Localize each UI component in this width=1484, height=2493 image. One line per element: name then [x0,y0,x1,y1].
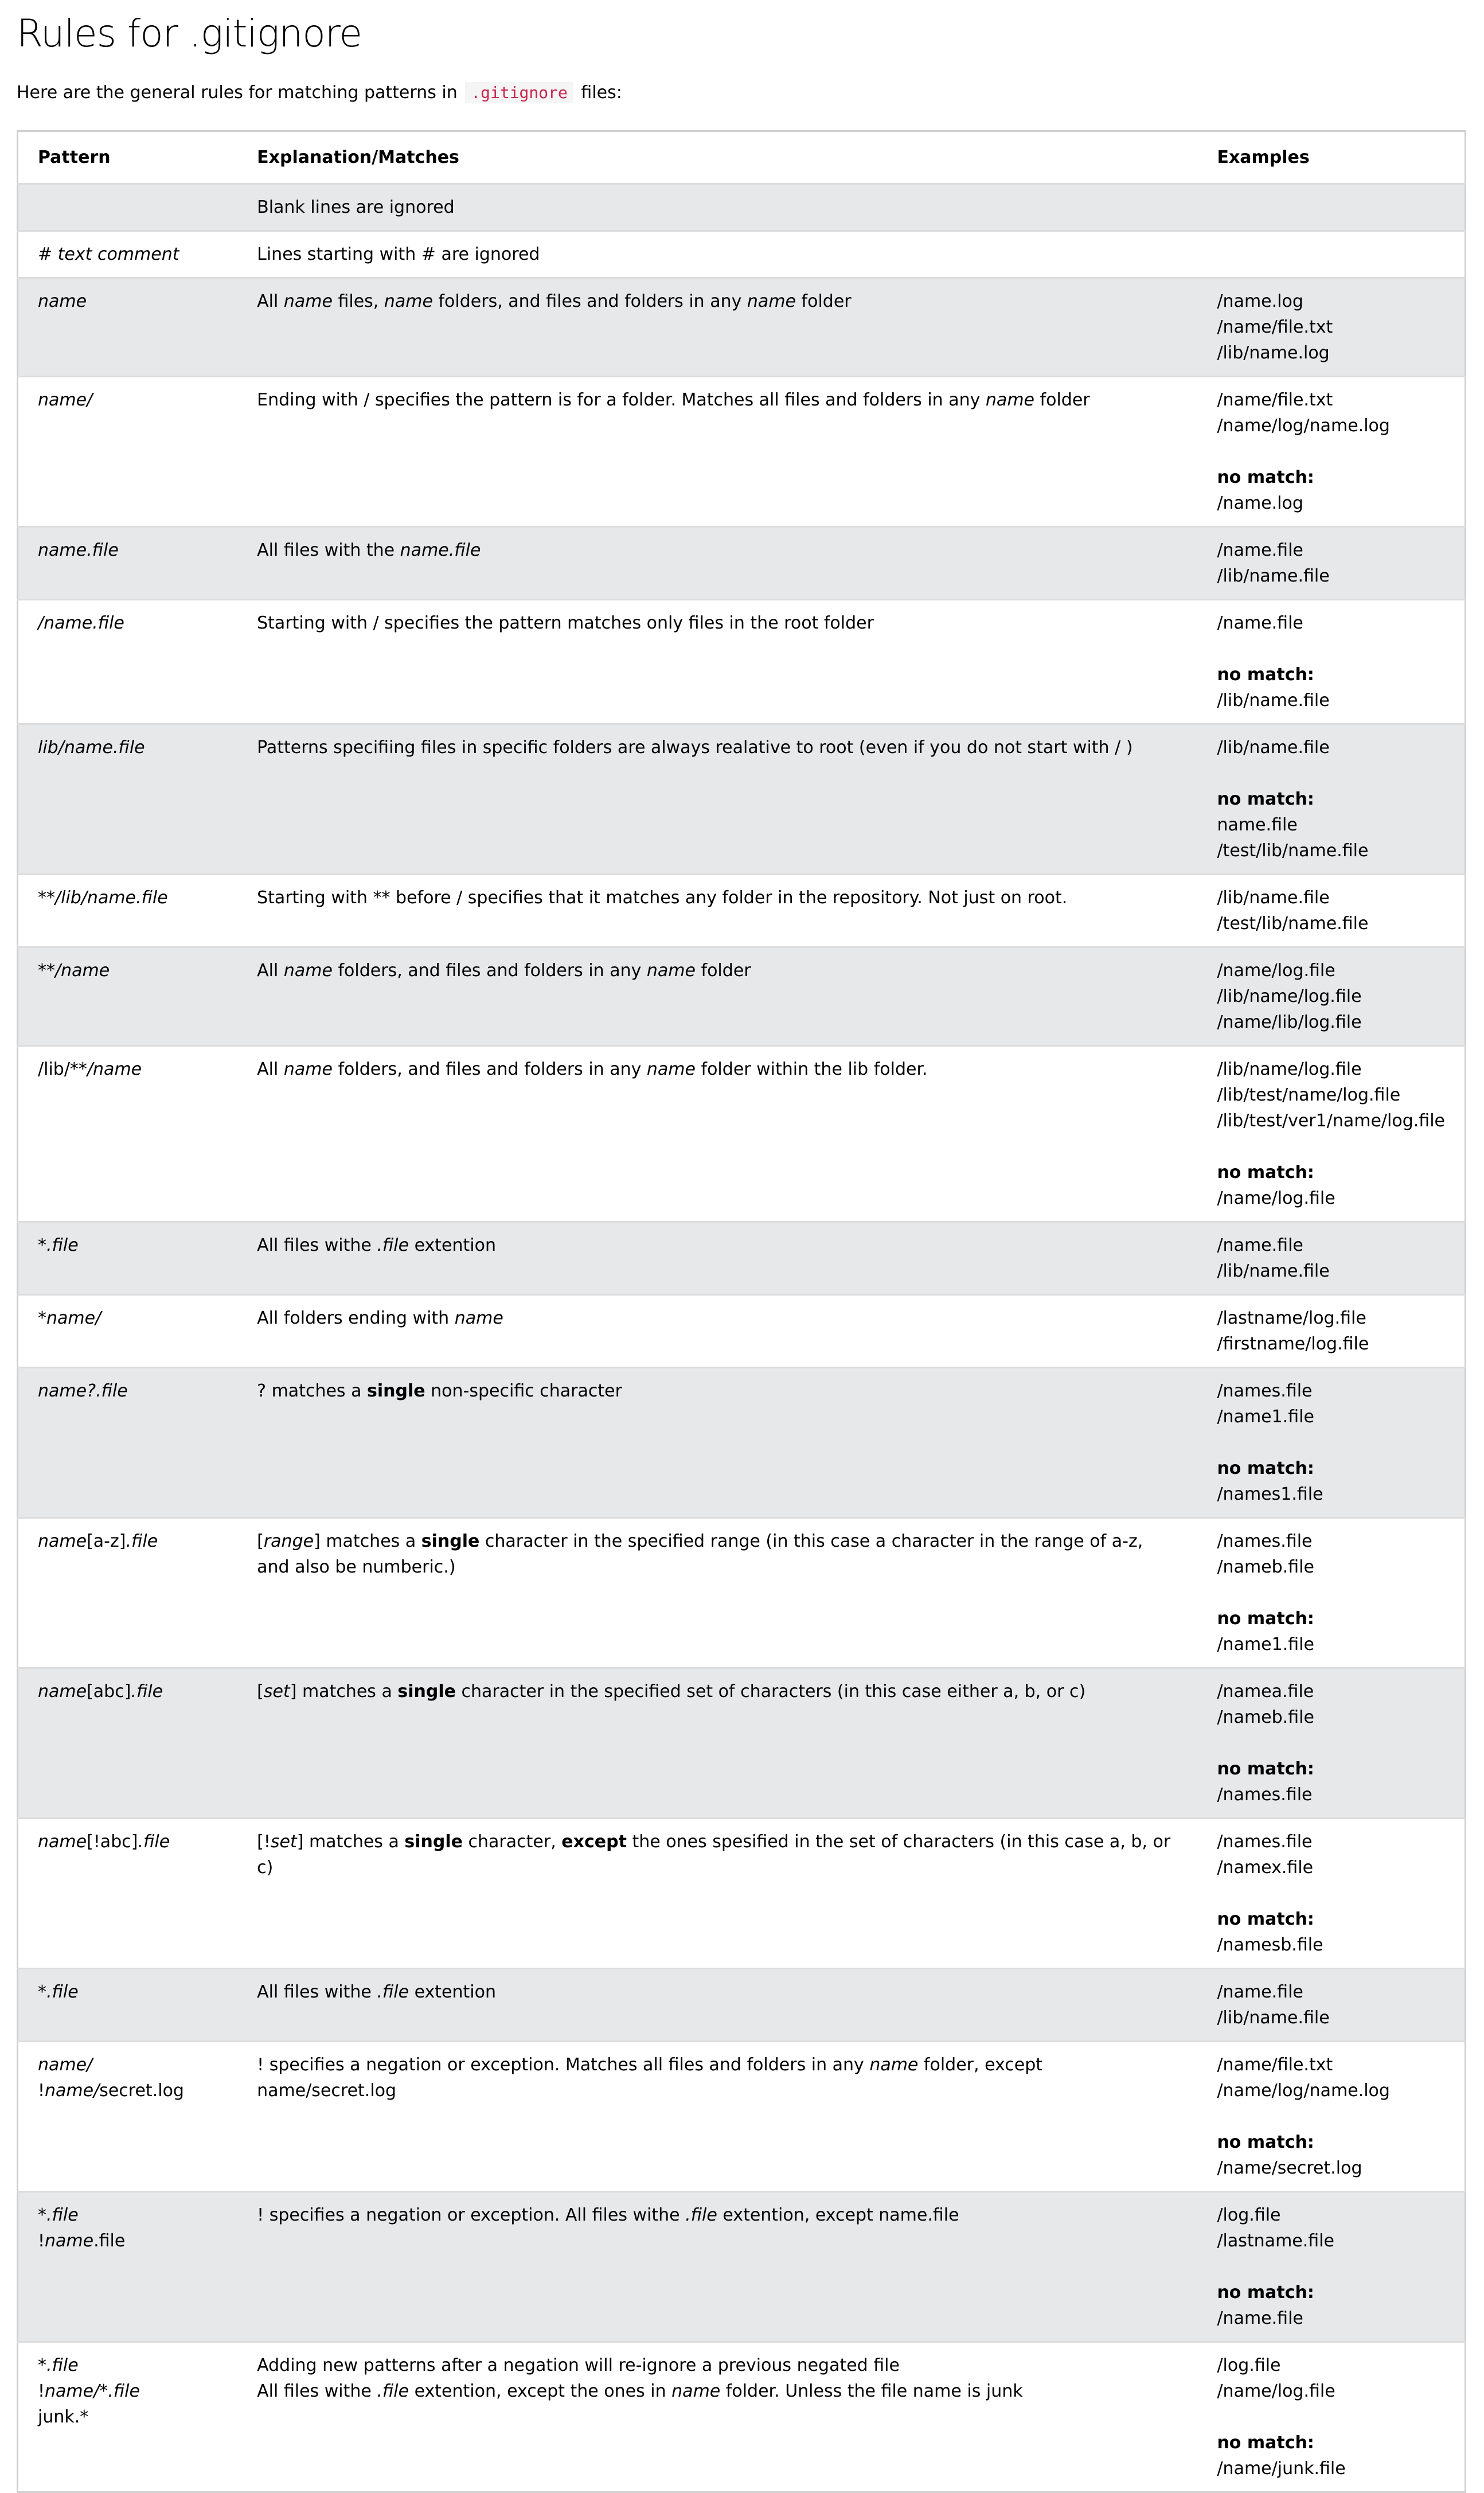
italic-text: name/ [46,1308,101,1328]
text-run: character in the specified set of characters (in this case either a, b, or c) [455,1681,1086,1702]
text-run: * [38,2355,46,2375]
explanation-cell [237,2042,1197,2192]
text-run: /names1.file [1217,1484,1323,1504]
italic-text: range [263,1531,314,1551]
bold-text: no match: [1217,1909,1314,1929]
text-run: /names.file /namex.file [1217,1832,1314,1878]
table-row [18,184,1466,231]
text-run: /name.log [1217,493,1303,513]
text-run: ** [38,961,55,981]
examples-cell [1197,1969,1465,2042]
text-run: * [38,1982,46,2002]
pattern-cell [18,724,238,875]
italic-text: name [384,291,433,311]
text-run: /lib/name/log.file /lib/test/name/log.file /lib/test/ver1/name/log.file [1217,1059,1445,1131]
italic-text: .file [377,1982,409,2002]
examples-cell [1197,600,1465,724]
text-run: All [257,1059,284,1079]
pattern-cell [18,527,238,600]
explanation-cell [237,1969,1197,2042]
pattern-cell [18,1668,238,1819]
text-run: ] matches a [296,1832,405,1852]
text-run: [ [257,1681,264,1702]
italic-text: name [671,2381,721,2401]
pattern-cell [18,184,238,231]
table-row [18,1969,1466,2042]
text-run: /name.file [1217,2308,1303,2328]
examples-cell [1197,2042,1465,2192]
text-run: /name/junk.file [1217,2459,1346,2479]
inline-code-gitignore: .gitignore [465,82,573,103]
italic-text: name [38,1681,87,1702]
text-run: /lastname/log.file /firstname/log.file [1217,1308,1369,1354]
explanation-cell [237,1046,1197,1222]
table-row [18,1668,1466,1819]
examples-cell [1197,2192,1465,2342]
explanation-cell [237,724,1197,875]
explanation-cell [237,527,1197,600]
text-run: /name/file.txt /name/log/name.log [1217,2055,1390,2101]
text-run: /name.file /lib/name.file [1217,1235,1330,1281]
text-run: Patterns specifiing files in specific folders are always realative to root (even if you do not start with / ) [257,738,1133,758]
text-run: /name/file.txt /name/log/name.log [1217,390,1390,436]
italic-text: .file [126,1531,158,1551]
table-row [18,278,1466,377]
table-body [18,184,1466,2492]
pattern-cell [18,875,238,947]
pattern-cell [18,1518,238,1668]
text-run: folders, and files and folders in any [432,291,747,311]
examples-cell [1197,1295,1465,1368]
bold-text: no match: [1217,2132,1314,2152]
italic-text: name [454,1308,503,1328]
text-run: Ending with / specifies the pattern is for a folder. Matches all files and folders in any [257,390,986,410]
text-run: folder. Unless the file name is junk [720,2381,1023,2401]
text-run: [! [257,1832,271,1852]
text-run: /name.file [1217,613,1303,633]
italic-text: name/ [38,390,93,410]
intro-text-before: Here are the general rules for matching patterns in [17,83,458,103]
italic-text: name [45,2231,94,2251]
table-row [18,947,1466,1046]
text-run: folders, and files and folders in any [332,961,647,981]
text-run: Blank lines are ignored [257,197,455,217]
italic-text: lib/name.file [38,738,145,758]
bold-text: single [397,1681,456,1702]
table-row [18,1518,1466,1668]
explanation-cell [237,184,1197,231]
page-title: Rules for .gitignore [17,11,362,56]
text-run: * [99,2381,108,2401]
italic-text: .file [685,2205,717,2225]
examples-cell [1197,1368,1465,1518]
bold-text: no match: [1217,1162,1314,1183]
text-run: /names.file /nameb.file [1217,1531,1314,1577]
explanation-cell [237,1518,1197,1668]
text-run: extention, except name.file [717,2205,959,2225]
text-run: All [257,961,284,981]
examples-cell [1197,947,1465,1046]
examples-cell [1197,527,1465,600]
bold-text: no match: [1217,665,1314,685]
table-row [18,600,1466,724]
table-row [18,527,1466,600]
explanation-cell [237,600,1197,724]
table-row [18,2342,1466,2492]
text-run: non-specific character [425,1381,622,1401]
table-row [18,2192,1466,2342]
pattern-cell [18,2192,238,2342]
italic-text: name [38,291,87,311]
italic-text: /name [55,961,110,981]
text-run: /log.file /lastname.file [1217,2205,1334,2251]
table-row [18,1819,1466,1969]
text-run: [abc] [87,1681,131,1702]
examples-cell [1197,724,1465,875]
text-run: [a-z] [87,1531,126,1551]
text-run: junk.* [38,2407,89,2427]
explanation-cell [237,1222,1197,1295]
italic-text: /name.file [38,613,124,633]
explanation-cell [237,231,1197,278]
pattern-cell [18,278,238,377]
table-row [18,1295,1466,1368]
pattern-cell [18,1368,238,1518]
pattern-cell [18,2342,238,2492]
text-run: /names.file /name1.file [1217,1381,1314,1427]
table-header-row [18,131,1466,184]
pattern-cell [18,231,238,278]
text-run: extention, except the ones in [409,2381,672,2401]
text-run: /namea.file /nameb.file [1217,1681,1314,1727]
italic-text: .file [377,1235,409,1255]
text-run: /names.file [1217,1785,1313,1805]
text-run: /namesb.file [1217,1935,1323,1955]
bold-text: no match: [1217,1609,1314,1629]
table-row [18,724,1466,875]
text-run: extention [409,1982,496,2002]
italic-text: name [869,2055,919,2075]
text-run: ! specifies a negation or exception. Matches all files and folders in any [257,2055,870,2075]
text-run: character, [463,1832,562,1852]
intro-text-after: files: [581,83,622,103]
text-run: All files with the [257,540,400,560]
pattern-cell [18,1969,238,2042]
explanation-cell [237,947,1197,1046]
italic-text: name [283,1059,333,1079]
bold-text: no match: [1217,1458,1314,1478]
text-run: * [38,1235,46,1255]
italic-text: set [270,1832,297,1852]
table-row [18,1368,1466,1518]
bold-text: no match: [1217,789,1314,809]
italic-text: .file [377,2381,409,2401]
italic-text: name [747,291,796,311]
text-run: /lib/name.file [1217,738,1330,758]
explanation-cell [237,1295,1197,1368]
bold-text: except [561,1832,627,1852]
text-run: /name/log.file [1217,1188,1335,1208]
italic-text: name [283,291,333,311]
italic-text: name [646,1059,696,1079]
examples-cell [1197,231,1465,278]
italic-text: .file [131,1681,163,1702]
examples-cell [1197,377,1465,527]
italic-text: name.file [400,540,481,560]
pattern-cell [18,377,238,527]
text-run: folder, except name/secret.log [257,2055,1048,2101]
examples-cell [1197,278,1465,377]
pattern-cell [18,2042,238,2192]
gitignore-rules-table [17,130,1466,2493]
table-row [18,377,1466,527]
bold-text: no match: [1217,1759,1314,1779]
explanation-cell [237,377,1197,527]
pattern-cell [18,1819,238,1969]
text-run: All [257,291,284,311]
text-run: character in the specified range (in this case a character in the range of a-z, and also be numberic.) [257,1531,1149,1577]
text-run: folder [1034,390,1090,410]
text-run: All files withe [257,1982,377,2002]
text-run: [ [257,1531,264,1551]
explanation-cell [237,1819,1197,1969]
italic-text: name [985,390,1034,410]
text-run: /lib/** [38,1059,87,1079]
italic-text: .file [46,2205,79,2225]
examples-cell [1197,875,1465,947]
italic-text: name.file [38,540,119,560]
text-run: /name.file /lib/name.file [1217,1982,1330,2028]
text-run: Starting with / specifies the pattern matches only files in the root folder [257,613,874,633]
italic-text: .file [108,2381,140,2401]
bold-text: single [404,1832,463,1852]
examples-cell [1197,1819,1465,1969]
text-run: folder within the lib folder. [695,1059,928,1079]
text-run: ! [38,2231,45,2251]
italic-text: name [646,961,696,981]
text-run: folder [796,291,852,311]
text-run: /lib/name.file /test/lib/name.file [1217,888,1369,934]
header-examples: Examples [1217,147,1310,167]
text-run: * [38,1308,46,1328]
text-run: files, [332,291,384,311]
text-run: ? matches a [257,1381,368,1401]
text-run: secret.log [99,2081,184,2101]
text-run: ] matches a [314,1531,421,1551]
text-run: name.file /test/lib/name.file [1217,815,1369,861]
pattern-cell [18,1295,238,1368]
explanation-cell [237,278,1197,377]
examples-cell [1197,184,1465,231]
italic-text: name [283,961,333,981]
italic-text: /lib/name.file [55,888,168,908]
italic-text: .file [46,2355,79,2375]
text-run: Starting with ** before / specifies that it matches any folder in the repository. Not just on root. [257,888,1068,908]
table-row [18,231,1466,278]
text-run: /name.file /lib/name.file [1217,540,1330,586]
italic-text: .file [138,1832,170,1852]
intro-paragraph [17,79,622,107]
table-row [18,875,1466,947]
italic-text: /name [87,1059,142,1079]
header-pattern: Pattern [38,147,111,167]
italic-text: name?.file [38,1381,128,1401]
examples-cell [1197,1668,1465,1819]
pattern-cell [18,947,238,1046]
pattern-cell [18,1046,238,1222]
text-run: /log.file /name/log.file [1217,2355,1335,2401]
italic-text: name/ [45,2081,100,2101]
text-run: folder [695,961,751,981]
italic-text: name/ [38,2055,93,2075]
bold-text: no match: [1217,2433,1314,2453]
text-run: /name.log /name/file.txt /lib/name.log [1217,291,1333,363]
text-run: ! specifies a negation or exception. All files withe [257,2205,686,2225]
text-run: the ones spesified in the set of characters (in this case a, b, or c) [257,1832,1176,1878]
text-run: Adding new patterns after a negation will re-ignore a previous negated file All files withe [257,2355,900,2401]
text-run: ] matches a [290,1681,398,1702]
header-explanation: Explanation/Matches [257,147,459,167]
explanation-cell [237,2342,1197,2492]
table-row [18,1222,1466,1295]
italic-text: .file [46,1235,79,1255]
text-run: .file [93,2231,126,2251]
italic-text: # text comment [38,244,179,264]
text-run: [!abc] [87,1832,138,1852]
italic-text: set [263,1681,290,1702]
examples-cell [1197,1046,1465,1222]
table-row [18,2042,1466,2192]
text-run: /lib/name.file [1217,690,1330,711]
bold-text: single [421,1531,480,1551]
explanation-cell [237,1668,1197,1819]
text-run: ! [38,2081,45,2101]
italic-text: name [38,1832,87,1852]
text-run: Lines starting with # are ignored [257,244,540,264]
text-run: All folders ending with [257,1308,455,1328]
text-run: ** [38,888,55,908]
text-run: * [38,2205,46,2225]
examples-cell [1197,1222,1465,1295]
text-run: ! [38,2381,45,2401]
explanation-cell [237,2192,1197,2342]
text-run: /name/secret.log [1217,2158,1362,2178]
text-run: extention [409,1235,496,1255]
examples-cell [1197,2342,1465,2492]
italic-text: name [38,1531,87,1551]
examples-cell [1197,1518,1465,1668]
text-run: folders, and files and folders in any [332,1059,647,1079]
explanation-cell [237,875,1197,947]
bold-text: single [367,1381,425,1401]
pattern-cell [18,600,238,724]
italic-text: .file [46,1982,79,2002]
table-row [18,1046,1466,1222]
bold-text: no match: [1217,2283,1314,2303]
italic-text: name/ [45,2381,100,2401]
pattern-cell [18,1222,238,1295]
explanation-cell [237,1368,1197,1518]
text-run: /name/log.file /lib/name/log.file /name/lib/log.file [1217,961,1362,1032]
text-run: All files withe [257,1235,377,1255]
text-run: /name1.file [1217,1634,1314,1655]
bold-text: no match: [1217,467,1314,487]
